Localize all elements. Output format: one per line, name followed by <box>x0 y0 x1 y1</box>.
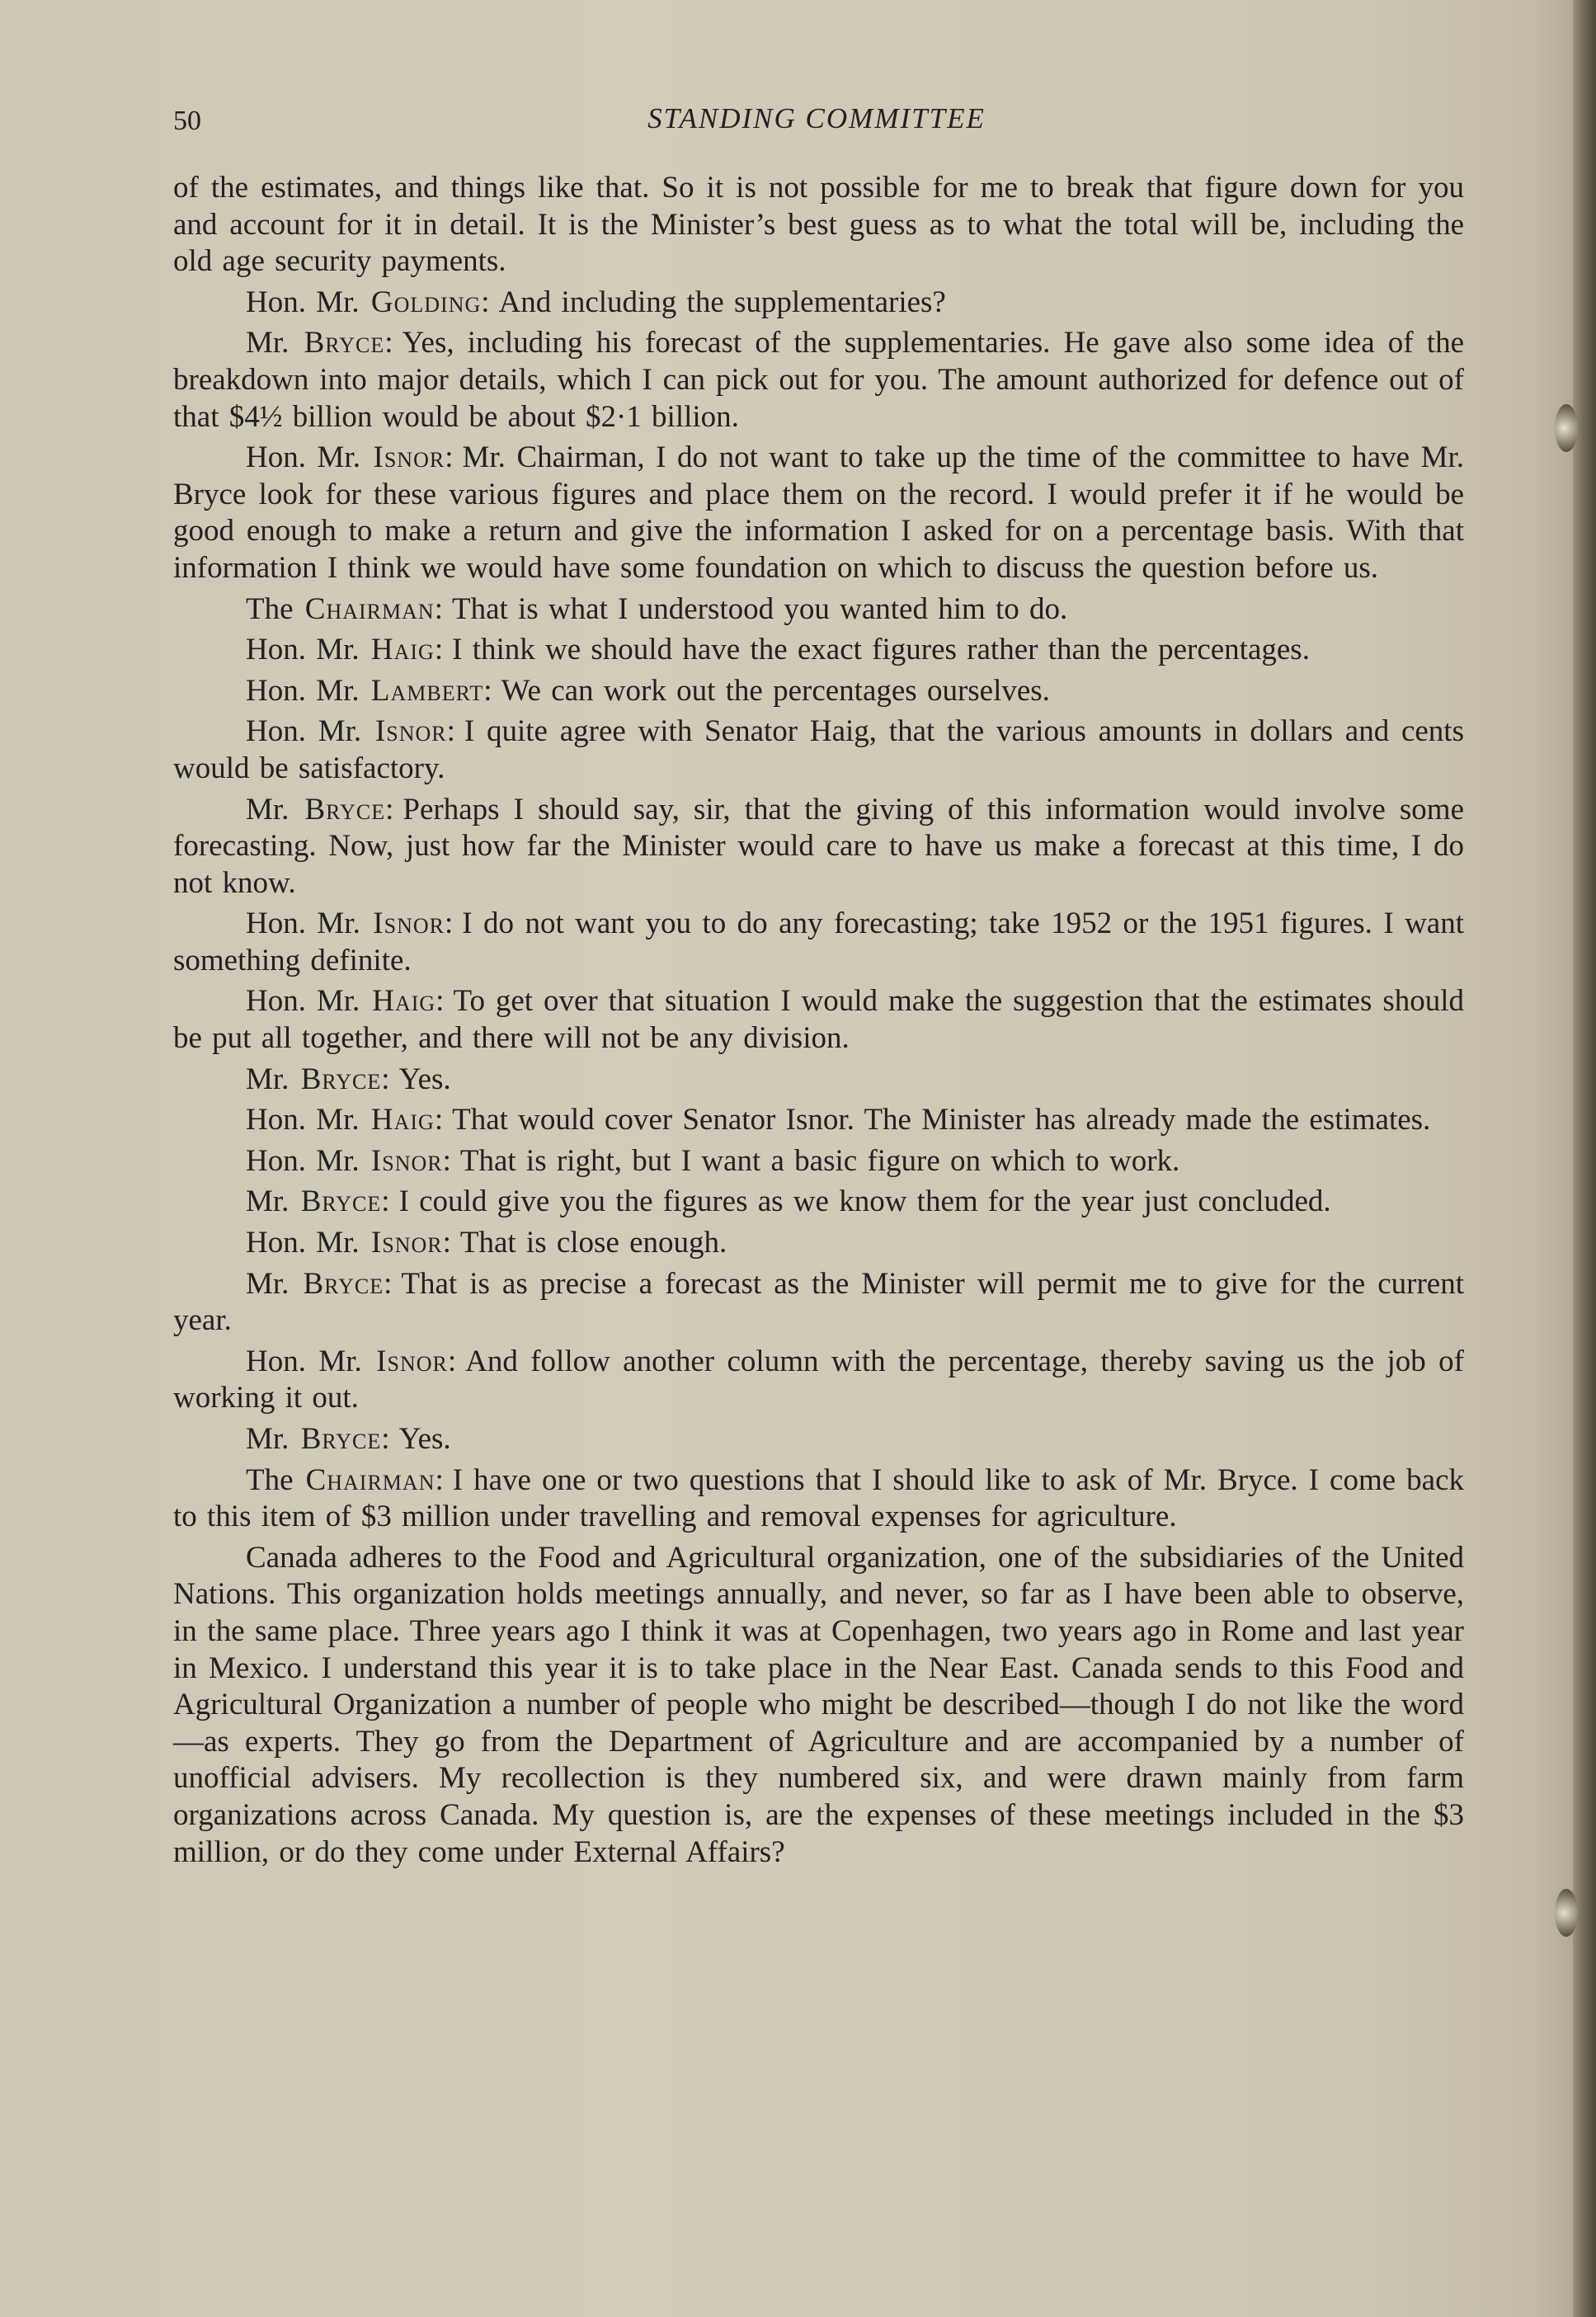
speaker-prefix: Hon. Mr. <box>246 1143 360 1178</box>
page-number: 50 <box>173 106 201 136</box>
paragraph-text: I have one or two questions that I should like to ask of Mr. Bryce. I come back to this item of $3 million under travelling and removal expenses for agriculture. <box>173 1462 1465 1534</box>
speaker-name: Isnor : <box>374 440 454 474</box>
paragraph-text: And including the supplementaries? <box>498 285 946 319</box>
speaker-prefix: Hon. Mr. <box>246 714 362 749</box>
binding-ring <box>1555 404 1578 452</box>
speaker-name: Chairman : <box>306 1463 445 1497</box>
paragraph-text: I quite agree with Senator Haig, that the various amounts in dollars and cents would be satisfactory. <box>173 714 1464 785</box>
paragraph-text: That is what I understood you wanted him to do. <box>451 591 1068 626</box>
paragraph-text: I could give you the figures as we know them for the year just concluded. <box>398 1184 1331 1219</box>
transcript-body <box>173 170 1464 1875</box>
speaker-name: Isnor : <box>376 1345 457 1378</box>
speaker-name: Haig : <box>371 633 444 666</box>
speaker-name: Isnor : <box>371 1144 452 1178</box>
paragraph-text: Mr. Chairman, I do not want to take up the time of the committee to have Mr. Bryce look for these various figures and place them on the record. I would prefer it if he would be good enough to make a return and give the information I asked for on a percentage basis. With that information I think we would have some foundation on which to discuss the question before us. <box>173 440 1465 585</box>
paragraph-text: And follow another column with the percentage, thereby saving us the job of working it out. <box>173 1344 1465 1415</box>
paragraph <box>173 1266 1464 1340</box>
paragraph-text: Perhaps I should say, sir, that the giving of this information would involve some forecasting. Now, just how far the Minister would care to have us make a forecast at this time, I do not know. <box>173 792 1464 900</box>
speaker-name: Isnor : <box>371 1226 452 1260</box>
speaker-name: Haig : <box>371 1103 444 1137</box>
paragraph-text: Canada adheres to the Food and Agricultural organization, one of the subsidiaries of the United Nations. This organization holds meetings annually, and never, so far as I have been able to observe, in the same place. Three years ago I think it was at Copenhagen, two years ago in Rome and last year in Mexico. I understand this year it is to take place in the Near East. Canada sends to this Food and Agricultural Organization a number of people who might be described—though I do not like the word—as experts. They go from the Department of Agriculture and are accompanied by a number of unofficial advisers. My recollection is they numbered six, and were drawn mainly from farm organizations across Canada. My question is, are the expenses of these meetings included in the $3 million, or do they come under External Affairs? <box>173 1540 1464 1869</box>
speaker-prefix: Mr. <box>246 792 290 826</box>
paragraph-text: Yes. <box>398 1062 451 1096</box>
paragraph <box>173 1143 1464 1180</box>
speaker-name: Lambert : <box>371 674 493 708</box>
speaker-name: Golding : <box>371 285 491 319</box>
speaker-name: Bryce : <box>301 1422 391 1456</box>
paragraph-text: Yes, including his forecast of the supplementaries. He gave also some idea of the breakdown into major details, which I can pick out for you. The amount authorized for defence out of that $4½ billion would be about $2·1 billion. <box>173 326 1465 434</box>
speaker-name: Bryce : <box>303 1267 393 1301</box>
paragraph <box>173 1102 1464 1139</box>
speaker-prefix: Hon. Mr. <box>246 440 360 475</box>
speaker-prefix: Hon. Mr. <box>246 907 360 941</box>
speaker-prefix: Hon. Mr. <box>246 1103 360 1137</box>
running-head: STANDING COMMITTEE <box>647 102 986 134</box>
paragraph-text: of the estimates, and things like that. So it is not possible for me to break that figure down for you and account for it in detail. It is the Minister’s best guess as to what the total will be, including the old age security payments. <box>173 171 1464 279</box>
paragraph <box>173 673 1464 710</box>
paragraph <box>173 632 1464 669</box>
speaker-name: Bryce : <box>305 793 395 826</box>
paragraph <box>173 1062 1464 1099</box>
speaker-prefix: Mr. <box>246 1266 290 1301</box>
speaker-prefix: Hon. Mr. <box>246 984 360 1019</box>
binding-ring <box>1555 1889 1578 1937</box>
paragraph <box>173 325 1464 436</box>
speaker-prefix: Hon. Mr. <box>246 1344 362 1378</box>
speaker-prefix: Hon. Mr. <box>246 1226 360 1260</box>
speaker-prefix: The <box>246 1462 294 1497</box>
speaker-prefix: Mr. <box>246 1422 290 1456</box>
speaker-name: Isnor : <box>373 907 454 940</box>
paragraph <box>173 906 1464 979</box>
paragraph <box>173 713 1464 787</box>
paragraph-text: We can work out the percentages ourselves. <box>501 673 1050 708</box>
paragraph-text: That is right, but I want a basic figure on which to work. <box>459 1143 1180 1178</box>
paragraph-text: I do not want you to do any forecasting; take 1952 or the 1951 figures. I want something definite. <box>173 907 1464 977</box>
paragraph <box>173 1540 1464 1871</box>
speaker-prefix: The <box>246 591 294 626</box>
speaker-name: Bryce : <box>301 1184 391 1218</box>
paragraph-text: That is close enough. <box>459 1226 727 1260</box>
paragraph-text: That is as precise a forecast as the Minister will permit me to give for the current year. <box>173 1266 1464 1338</box>
paragraph <box>173 170 1464 280</box>
speaker-name: Haig : <box>372 984 445 1018</box>
paragraph <box>173 285 1464 322</box>
speaker-prefix: Hon. Mr. <box>246 673 360 708</box>
paragraph <box>173 792 1464 902</box>
speaker-name: Bryce : <box>301 1062 391 1096</box>
paragraph-text: Yes. <box>398 1422 451 1456</box>
paragraph-text: That would cover Senator Isnor. The Minister has already made the estimates. <box>452 1103 1431 1137</box>
paragraph <box>173 983 1464 1057</box>
paragraph <box>173 1421 1464 1458</box>
paragraph <box>173 591 1464 629</box>
paragraph <box>173 440 1464 586</box>
speaker-name: Chairman : <box>305 592 444 626</box>
speaker-prefix: Mr. <box>246 1184 290 1219</box>
paragraph <box>173 1225 1464 1262</box>
speaker-prefix: Hon. Mr. <box>246 633 360 667</box>
paragraph <box>173 1462 1464 1536</box>
paragraph-text: I think we should have the exact figures rather than the percentages. <box>452 633 1310 667</box>
paragraph <box>173 1344 1464 1417</box>
speaker-prefix: Hon. Mr. <box>246 285 360 319</box>
speaker-prefix: Mr. <box>246 326 290 360</box>
book-binding <box>1573 0 1596 2317</box>
paragraph-text: To get over that situation I would make the suggestion that the estimates should be put all together, and there will not be any division. <box>173 984 1464 1056</box>
speaker-prefix: Mr. <box>246 1062 290 1096</box>
paragraph <box>173 1184 1464 1221</box>
speaker-name: Isnor : <box>375 714 456 748</box>
page-header <box>173 101 1460 140</box>
speaker-name: Bryce : <box>304 326 394 360</box>
